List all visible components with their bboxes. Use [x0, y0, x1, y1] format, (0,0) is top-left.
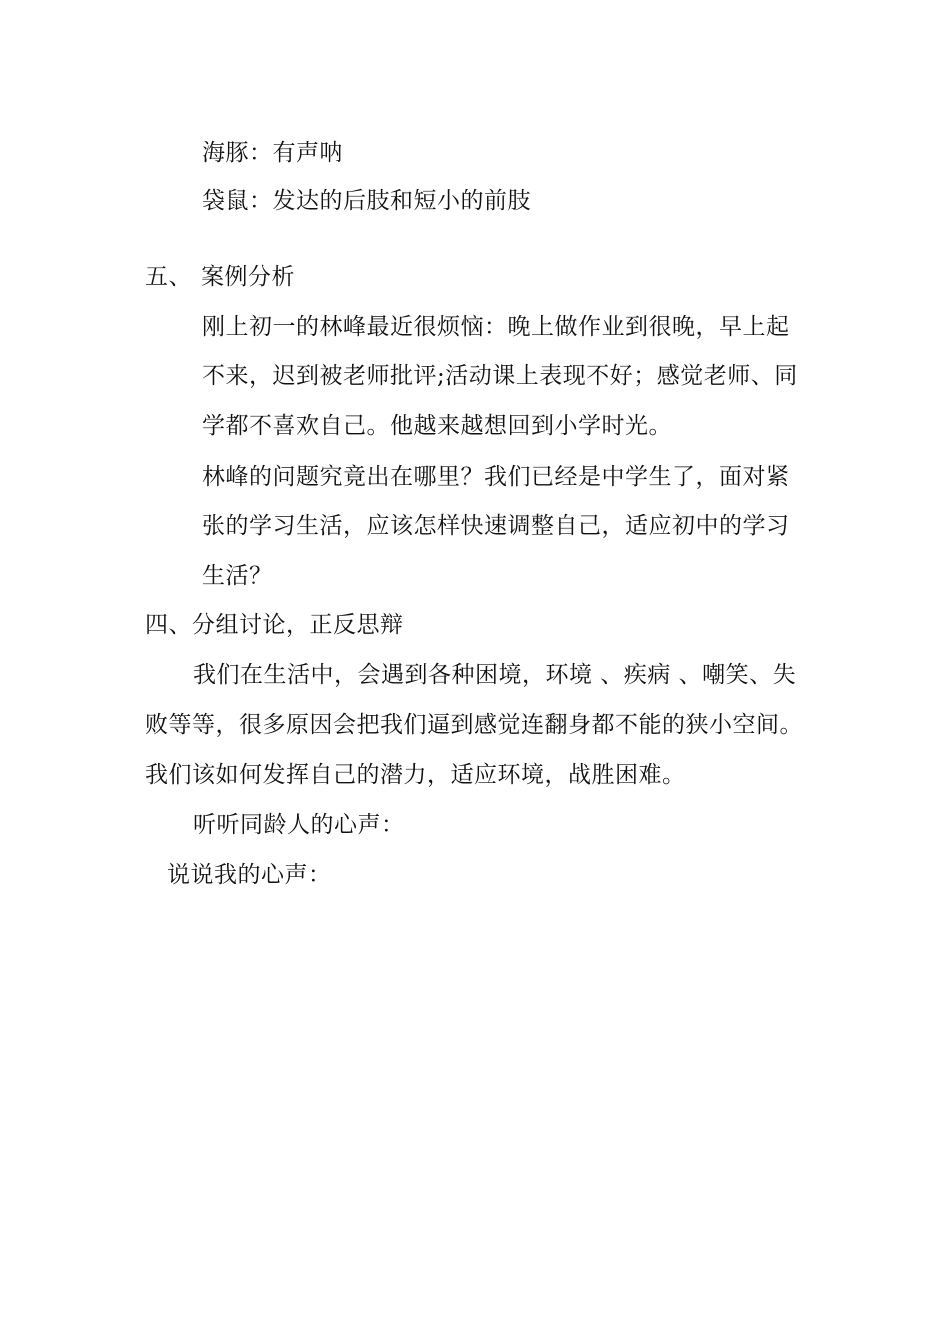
my-voice-prompt: 说说我的心声： [167, 862, 332, 888]
discussion-paragraph-line-2: 败等等，很多原因会把我们逼到感觉连翻身都不能的狭小空间。 [145, 712, 803, 738]
peers-voice-prompt: 听听同龄人的心声： [193, 812, 405, 838]
discussion-paragraph-line-3: 我们该如何发挥自己的潜力，适应环境，战胜困难。 [145, 762, 686, 788]
case-paragraph-line-1: 刚上初一的林峰最近很烦恼：晚上做作业到很晚，早上起 [202, 314, 790, 340]
case-paragraph-line-3: 学都不喜欢自己。他越来越想回到小学时光。 [202, 413, 672, 439]
section-heading-group-discussion: 四、分组讨论，正反思辩 [145, 612, 404, 638]
section-title: 案例分析 [201, 264, 295, 290]
question-paragraph-line-2: 张的学习生活，应该怎样快速调整自己，适应初中的学习 [202, 513, 790, 539]
section-heading-case-analysis [145, 262, 295, 292]
question-paragraph-line-3: 生活？ [202, 563, 273, 589]
case-paragraph-line-2: 不来，迟到被老师批评;活动课上表现不好；感觉老师、同 [202, 363, 798, 389]
question-paragraph-line-1: 林峰的问题究竟出在哪里？我们已经是中学生了，面对紧 [202, 464, 790, 490]
section-number: 五、 [145, 264, 192, 290]
text-line-kangaroo: 袋鼠：发达的后肢和短小的前肢 [202, 188, 531, 214]
discussion-paragraph-line-1: 我们在生活中，会遇到各种困境，环境 、疾病 、嘲笑、失 [193, 662, 797, 688]
text-line-dolphin: 海豚：有声呐 [202, 140, 343, 166]
